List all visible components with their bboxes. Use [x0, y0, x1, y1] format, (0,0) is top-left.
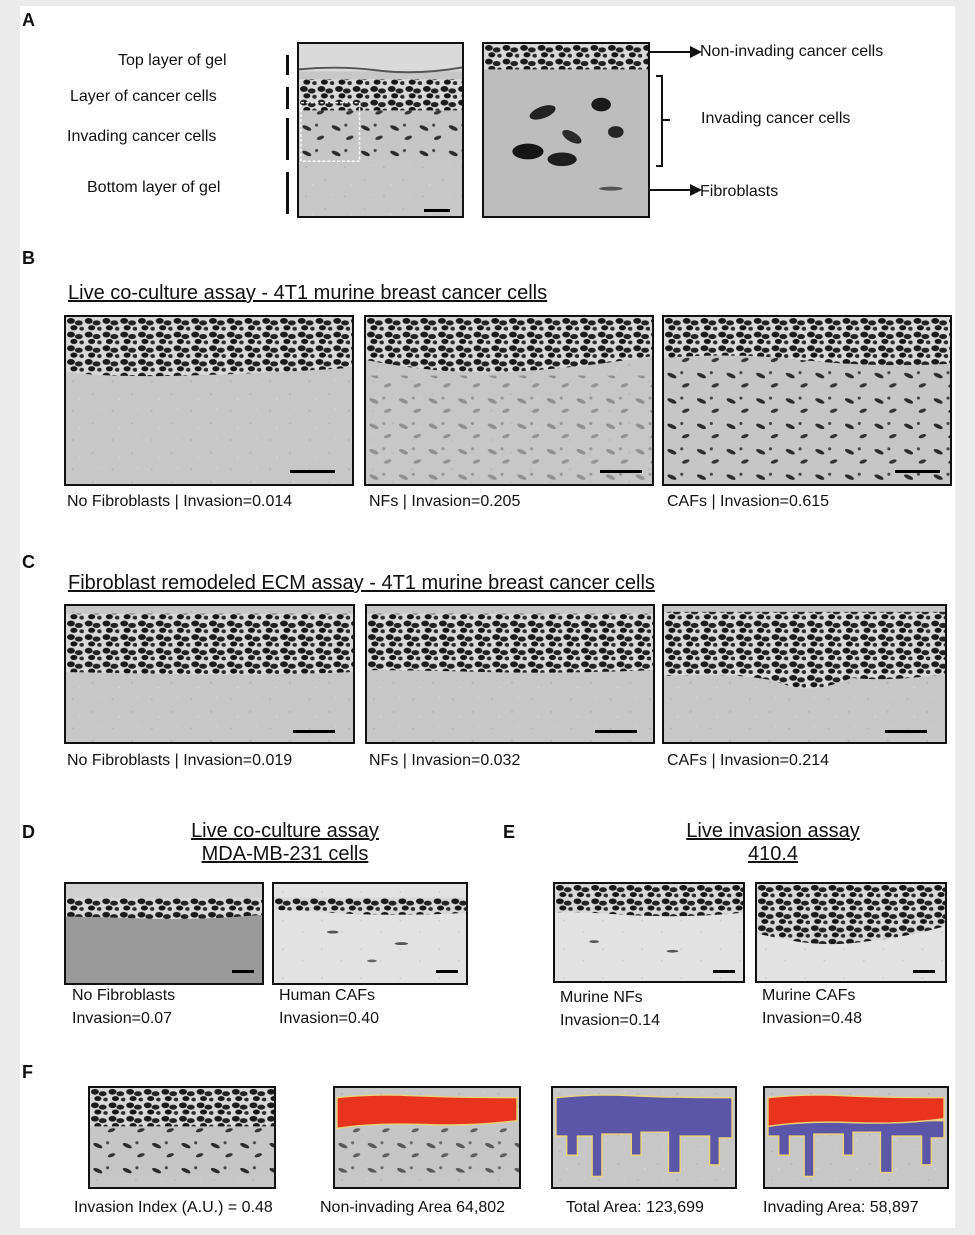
label-fibroblasts: Fibroblasts — [700, 183, 779, 200]
caption-e-murine-nfs-invasion: Invasion=0.14 — [560, 1012, 661, 1029]
caption-b-cafs: CAFs | Invasion=0.615 — [667, 493, 830, 510]
layer-bracket — [286, 172, 289, 214]
panel-d-title-line1: Live co-culture assay — [191, 820, 379, 842]
scale-bar — [290, 470, 335, 473]
micrograph-b-no-fibroblasts — [64, 315, 354, 486]
label-bottom-layer-of-gel: Bottom layer of gel — [87, 179, 221, 196]
micrograph-e-murine-cafs — [755, 882, 947, 983]
layer-bracket — [286, 118, 289, 160]
scale-bar — [293, 730, 335, 733]
scale-bar — [913, 970, 935, 973]
caption-e-murine-cafs-invasion: Invasion=0.48 — [762, 1010, 863, 1027]
panel-d-title-line2: MDA-MB-231 cells — [201, 843, 369, 865]
label-layer-of-cancer-cells: Layer of cancer cells — [70, 88, 217, 105]
panel-letter-f: F — [22, 1062, 33, 1082]
label-invading-cancer-cells-zoom: Invading cancer cells — [701, 110, 851, 127]
panel-letter-a: A — [22, 10, 35, 30]
micrograph-f-invading-area — [763, 1086, 949, 1189]
caption-c-cafs: CAFs | Invasion=0.214 — [667, 752, 830, 769]
micrograph-overview — [297, 42, 464, 218]
label-top-layer-of-gel: Top layer of gel — [118, 52, 227, 69]
panel-letter-b: B — [22, 248, 35, 268]
micrograph-f-total-area — [551, 1086, 737, 1189]
panel-d-title — [140, 820, 430, 866]
micrograph-b-cafs — [662, 315, 952, 486]
panel-e-title-line1: Live invasion assay — [686, 820, 860, 842]
caption-d-no-fibroblasts-invasion: Invasion=0.07 — [72, 1010, 173, 1027]
caption-b-no-fibroblasts: No Fibroblasts | Invasion=0.014 — [67, 493, 293, 510]
caption-e-murine-cafs: Murine CAFs — [762, 987, 856, 1004]
panel-letter-d: D — [22, 822, 35, 842]
caption-d-human-cafs: Human CAFs — [279, 987, 376, 1004]
micrograph-c-no-fibroblasts — [64, 604, 355, 744]
panel-c-title: Fibroblast remodeled ECM assay - 4T1 murine breast cancer cells — [68, 572, 655, 594]
caption-f-invasion-index: Invasion Index (A.U.) = 0.48 — [74, 1199, 273, 1216]
caption-c-nfs: NFs | Invasion=0.032 — [369, 752, 521, 769]
non-invading-area-overlay — [337, 1095, 517, 1128]
micrograph-c-nfs — [365, 604, 655, 744]
scale-bar — [600, 470, 642, 473]
layer-bracket — [286, 55, 289, 75]
scale-bar — [713, 970, 735, 973]
caption-f-invading-area: Invading Area: 58,897 — [763, 1199, 919, 1216]
caption-f-total-area: Total Area: 123,699 — [566, 1199, 704, 1216]
micrograph-f-non-invading-area — [333, 1086, 521, 1189]
scale-bar — [436, 970, 458, 973]
micrograph-e-murine-nfs — [553, 882, 745, 983]
layer-bracket — [286, 87, 289, 109]
non-invading-area-overlay — [768, 1095, 944, 1126]
caption-c-no-fibroblasts: No Fibroblasts | Invasion=0.019 — [67, 752, 293, 769]
micrograph-b-nfs — [364, 315, 654, 486]
scale-bar — [595, 730, 637, 733]
label-invading-cancer-cells: Invading cancer cells — [67, 128, 217, 145]
micrograph-c-cafs — [662, 604, 947, 744]
panel-letter-e: E — [503, 822, 516, 842]
panel-e-title-line2: 410.4 — [747, 843, 799, 865]
scale-bar — [424, 209, 450, 212]
caption-b-nfs: NFs | Invasion=0.205 — [369, 493, 521, 510]
scale-bar — [232, 970, 254, 973]
scale-bar — [895, 470, 940, 473]
caption-d-human-cafs-invasion: Invasion=0.40 — [279, 1010, 380, 1027]
panel-e-title — [628, 820, 918, 866]
panel-letter-c: C — [22, 552, 35, 572]
scale-bar — [885, 730, 927, 733]
micrograph-f-original — [88, 1086, 276, 1189]
caption-d-no-fibroblasts: No Fibroblasts — [72, 987, 176, 1004]
label-non-invading-cancer-cells: Non-invading cancer cells — [700, 43, 884, 60]
micrograph-zoom — [482, 42, 650, 218]
caption-e-murine-nfs: Murine NFs — [560, 989, 643, 1006]
panel-b-title: Live co-culture assay - 4T1 murine breast cancer cells — [68, 282, 548, 304]
caption-f-non-invading-area: Non-invading Area 64,802 — [320, 1199, 506, 1216]
